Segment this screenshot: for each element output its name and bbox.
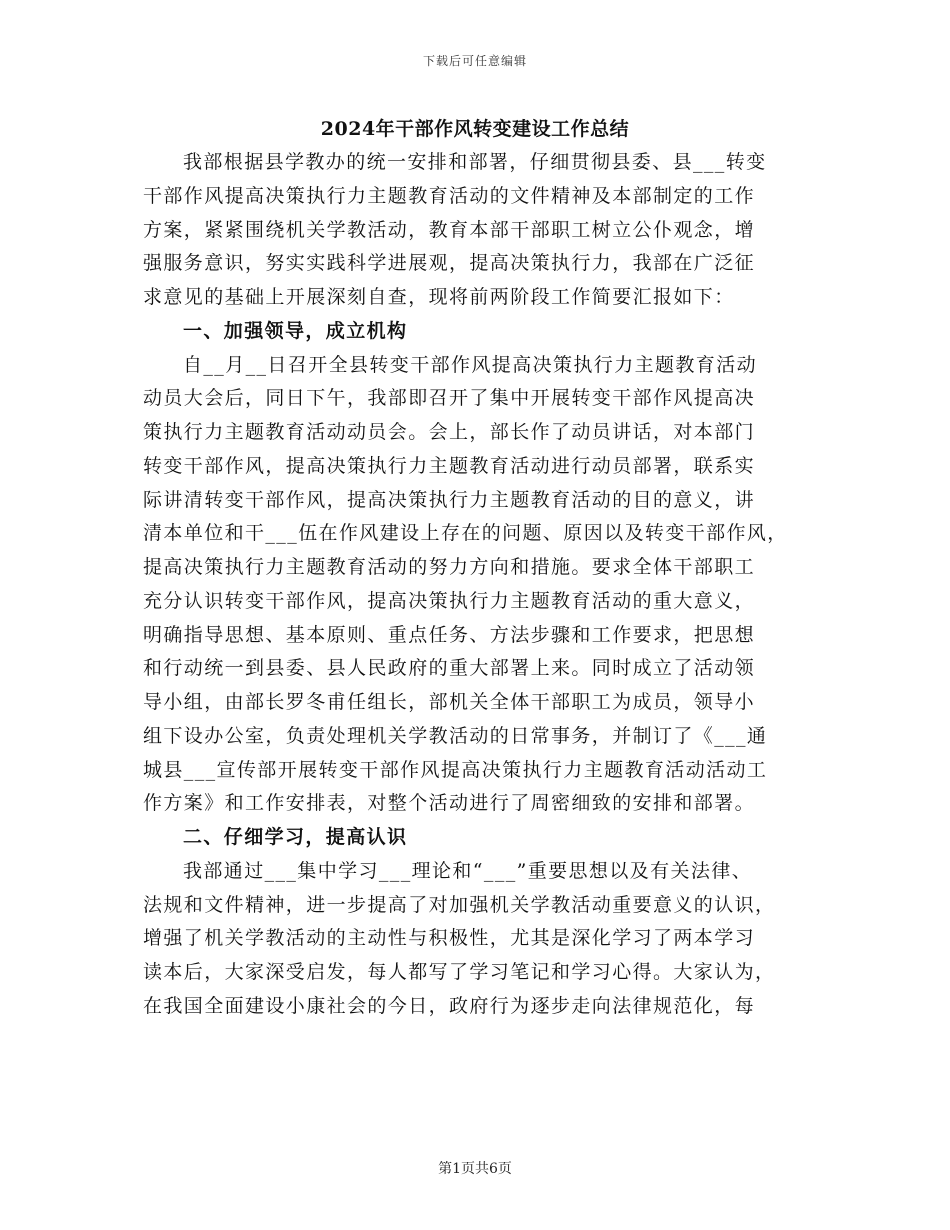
page-number: 第1页共6页	[438, 1161, 512, 1177]
body-line: 清本单位和干___伍在作风建设上存在的问题、原因以及转变干部作风，	[143, 522, 788, 545]
body-line: 提高决策执行力主题教育活动的努力方向和措施。要求全体干部职工	[143, 556, 756, 578]
body-line: 策执行力主题教育活动动员会。会上，部长作了动员讲话，对本部门	[143, 421, 756, 443]
body-line: 组下设办公室，负责处理机关学教活动的日常事务，并制订了《___通	[143, 724, 768, 747]
body-line: 城县___宣传部开展转变干部作风提高决策执行力主题教育活动活动工	[143, 758, 768, 781]
body-line: 方案，紧紧围绕机关学教活动，教育本部干部职工树立公仆观念，增	[143, 218, 756, 241]
body-line: 际讲清转变干部作风，提高决策执行力主题教育活动的目的意义，讲	[143, 488, 756, 511]
body-line: 我部根据县学教办的统一安排和部署，仔细贯彻县委、县___转变	[183, 151, 767, 173]
body-line: 自__月__日召开全县转变干部作风提高决策执行力主题教育活动	[183, 353, 758, 376]
body-line: 作方案》和工作安排表，对整个活动进行了周密细致的安排和部署。	[143, 792, 756, 815]
section-heading: 一、加强领导，成立机构	[183, 319, 408, 342]
document-title: 2024年干部作风转变建设工作总结	[320, 118, 630, 140]
body-line: 充分认识转变干部作风，提高决策执行力主题教育活动的重大意义，	[143, 589, 756, 612]
body-line: 明确指导思想、基本原则、重点任务、方法步骤和工作要求，把思想	[143, 623, 756, 646]
document-body	[143, 146, 807, 1024]
body-line: 法规和文件精神，进一步提高了对加强机关学教活动重要意义的认识，	[143, 893, 776, 916]
body-line: 强服务意识，努实实践科学进展观，提高决策执行力，我部在广泛征	[143, 252, 756, 275]
body-line: 动员大会后，同日下午，我部即召开了集中开展转变干部作风提高决	[143, 387, 756, 410]
body-line: 增强了机关学教活动的主动性与积极性，尤其是深化学习了两本学习	[143, 927, 756, 950]
body-line: 读本后，大家深受启发，每人都写了学习笔记和学习心得。大家认为，	[143, 961, 776, 983]
body-line: 干部作风提高决策执行力主题教育活动的文件精神及本部制定的工作	[143, 184, 756, 207]
section-heading: 二、仔细学习，提高认识	[183, 826, 408, 848]
body-line: 导小组，由部长罗冬甫任组长，部机关全体干部职工为成员，领导小	[143, 691, 756, 713]
header-note: 下载后可任意编辑	[422, 54, 527, 68]
body-line: 我部通过___集中学习___理论和“___”重要思想以及有关法律、	[183, 859, 753, 882]
body-line: 转变干部作风，提高决策执行力主题教育活动进行动员部署，联系实	[143, 454, 756, 477]
body-line: 和行动统一到县委、县人民政府的重大部署上来。同时成立了活动领	[143, 657, 756, 680]
body-line: 在我国全面建设小康社会的今日，政府行为逐步走向法律规范化，每	[143, 994, 756, 1017]
body-line: 求意见的基础上开展深刻自查，现将前两阶段工作简要汇报如下：	[143, 286, 735, 308]
